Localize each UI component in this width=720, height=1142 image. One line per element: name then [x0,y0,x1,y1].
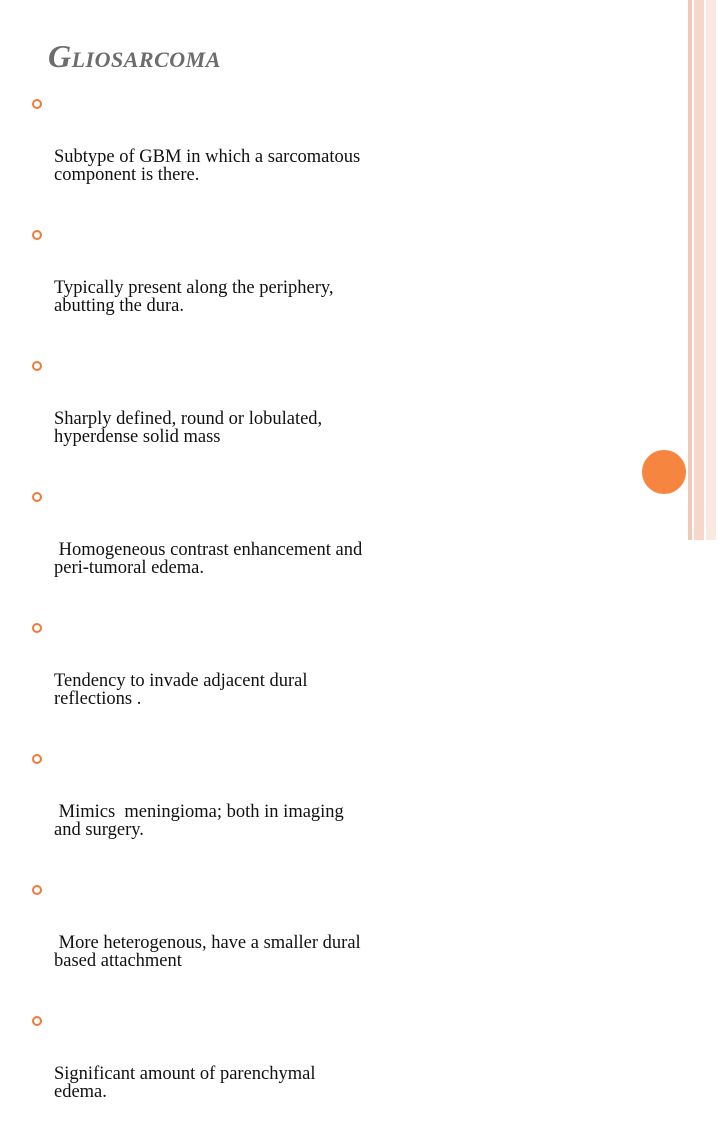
slide-title-rest: LIOSARCOMA [71,47,221,72]
bullet-item [30,356,370,482]
bullet-icon [32,230,42,240]
bullet-text: More heterogenous, have a smaller dural based attachment [54,933,366,971]
bullet-text: Significant amount of parenchymal edema. [54,1064,321,1102]
bullet-item [30,618,370,744]
bullet-icon [32,361,42,371]
bullet-icon [32,623,42,633]
bullet-text: Subtype of GBM in which a sarcomatous component is there. [54,147,365,185]
bullet-item [30,487,370,613]
slide-title-first-letter: G [48,38,72,74]
bullet-item [30,880,370,1006]
bullet-text: Sharply defined, round or lobulated, hyperdense solid mass [54,409,327,447]
right-edge-stripe-outer [688,0,692,540]
bullet-icon [32,754,42,764]
bullet-icon [32,1016,42,1026]
slide-title [48,38,221,75]
orange-circle-decoration [642,450,686,494]
bullet-text: Mimics meningioma; both in imaging and surgery. [54,802,349,840]
right-edge-stripe-middle [694,0,704,540]
bullet-icon [32,99,42,109]
bullet-item [30,749,370,875]
bullet-icon [32,492,42,502]
bullet-item [30,1011,370,1137]
bullet-text: Tendency to invade adjacent dural reflections . [54,671,313,709]
right-edge-stripe-inner [706,0,716,540]
bullet-item [30,94,370,220]
bullet-text: Typically present along the periphery, abutting the dura. [54,278,339,316]
bullet-item [30,225,370,351]
bullet-text: Homogeneous contrast enhancement and peri-tumoral edema. [54,540,367,578]
bullet-list [30,94,370,1142]
bullet-icon [32,885,42,895]
